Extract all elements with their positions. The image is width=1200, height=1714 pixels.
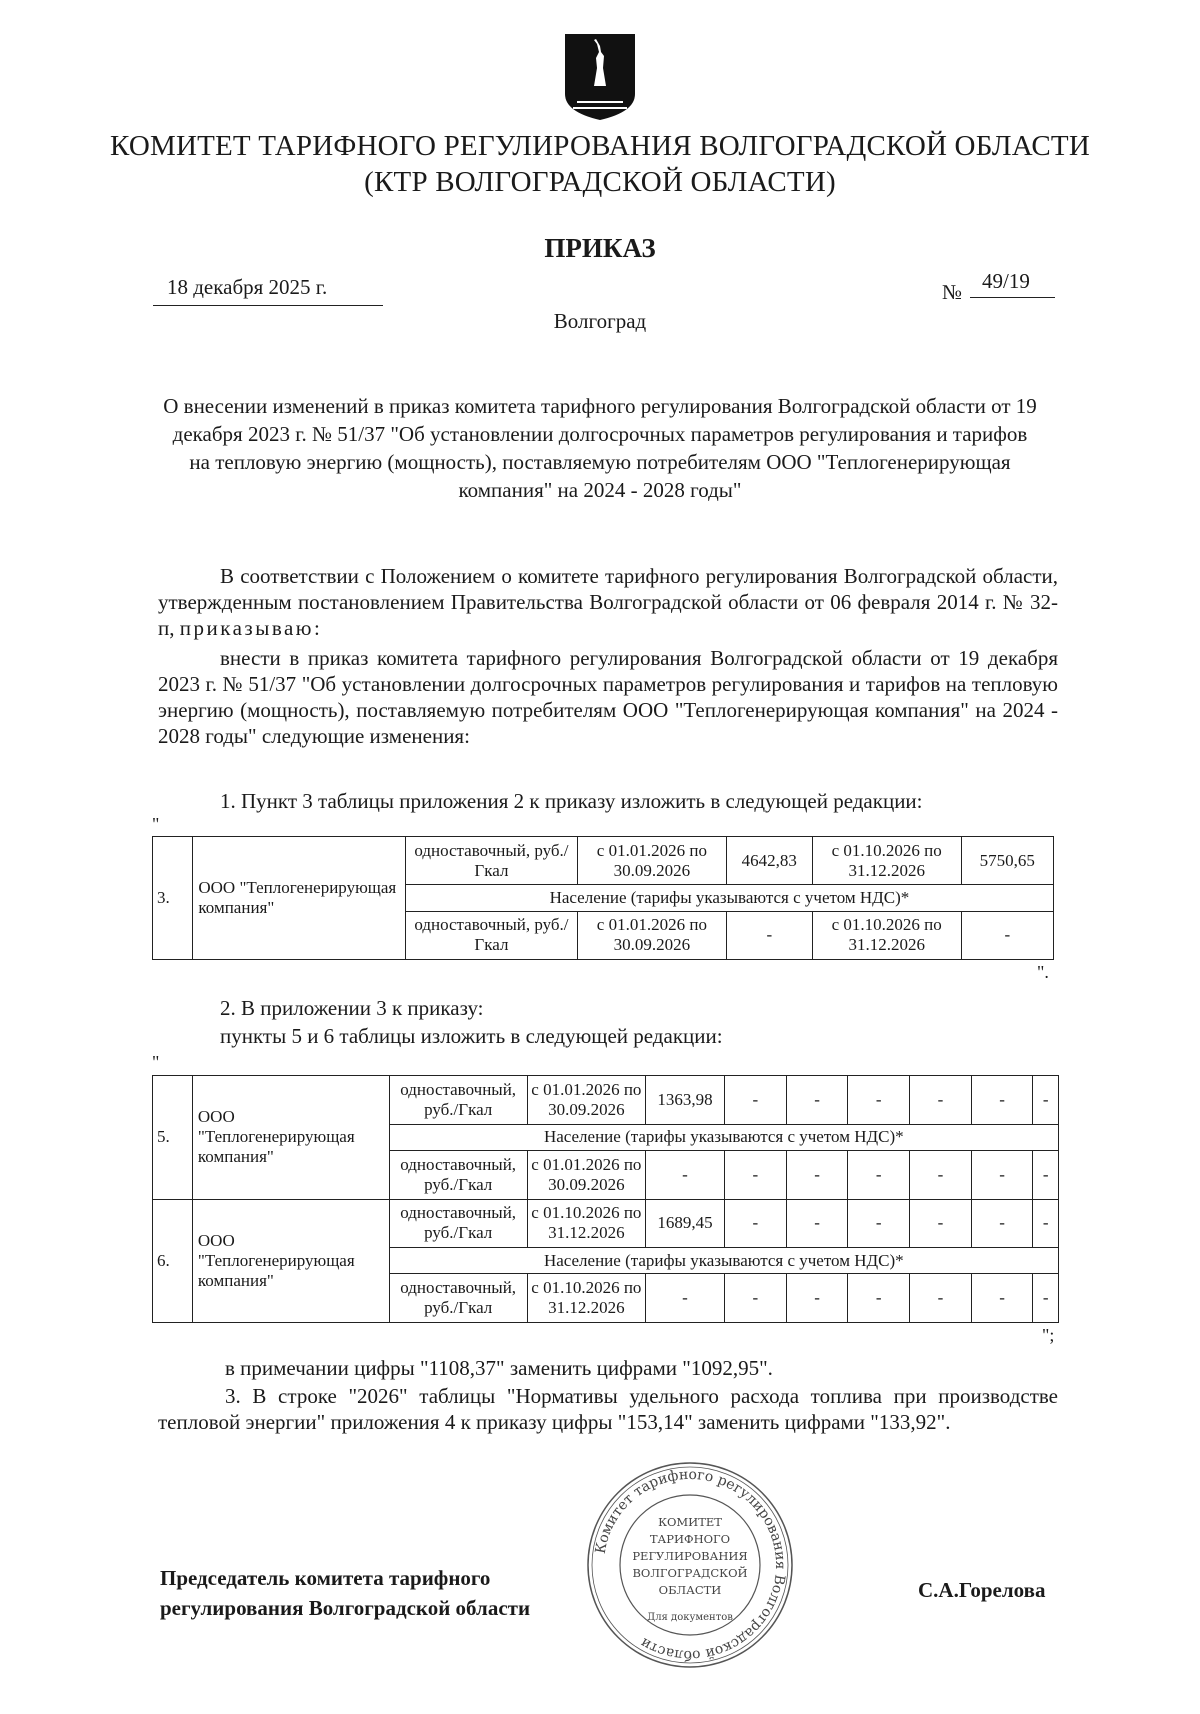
org-name-line1: КОМИТЕТ ТАРИФНОГО РЕГУЛИРОВАНИЯ ВОЛГОГРАДСКОЙ ОБЛАСТИ: [110, 130, 1090, 162]
note-text: в примечании цифры "1108,37" заменить цифрами "1092,95".: [225, 1356, 773, 1380]
table2-cell: -: [786, 1199, 848, 1248]
table1-value2: 5750,65: [961, 837, 1053, 885]
number-label: №: [942, 280, 963, 304]
table2-row6-population-header: Население (тарифы указываются с учетом НДС)*: [389, 1248, 1058, 1274]
item1-text: 1. Пункт 3 таблицы приложения 2 к приказу изложить в следующей редакции:: [220, 789, 923, 813]
table1-close-quote: ".: [1037, 962, 1049, 982]
table2-row5-number: 5.: [153, 1076, 193, 1200]
date-underline: [153, 305, 383, 306]
stamp-bottom-text: Для документов: [647, 1612, 733, 1623]
table1-population-header: Население (тарифы указываются с учетом НДС)*: [405, 885, 1053, 911]
svg-text:Комитет тарифного регулировани: [593, 1467, 788, 1663]
table2-row6-pop-type: одноставочный, руб./Гкал: [389, 1274, 527, 1323]
table2-cell: -: [786, 1076, 848, 1125]
table1-row-number: 3.: [153, 837, 193, 960]
table1-period1: с 01.01.2026 по 30.09.2026: [578, 837, 727, 885]
stamp-center-line: ТАРИФНОГО: [649, 1532, 731, 1546]
table1-pop-period2: с 01.10.2026 по 31.12.2026: [812, 911, 961, 960]
amend-paragraph: внести в приказ комитета тарифного регулирования Волгоградской области от 19 декабря 2023 г. № 51/37 "Об установлении долгосрочных параметров регулирования и тарифов на тепловую энергию (мощность), поставляемую потребителям ООО "Теплогенерирующая компания" на 2024 - 2028 годы" следующие изменения:: [158, 646, 1058, 748]
table2-cell: -: [725, 1076, 787, 1125]
document-subject: О внесении изменений в приказ комитета тарифного регулирования Волгоградской области от 19 декабря 2023 г. № 51/37 "Об установлении долгосрочных параметров регулирования и тарифов на тепловую энергию (мощность), поставляемую потребителям ООО "Теплогенерирующая компания" на 2024 - 2028 годы": [163, 394, 1037, 502]
table1-open-quote: ": [152, 814, 160, 834]
table1-pop-tariff-type: одноставочный, руб./Гкал: [405, 911, 577, 960]
signatory-name: С.А.Горелова: [918, 1578, 1046, 1602]
table2-cell: -: [645, 1274, 724, 1323]
table2-row6-period: с 01.10.2026 по 31.12.2026: [527, 1199, 645, 1248]
table1: [152, 836, 1054, 960]
signatory-title-line2: регулирования Волгоградской области: [160, 1596, 531, 1620]
table2-row6-number: 6.: [153, 1199, 193, 1323]
table2-close-quote: ";: [1042, 1325, 1055, 1345]
signatory-title-line1: Председатель комитета тарифного: [160, 1566, 491, 1590]
item2-line1: 2. В приложении 3 к приказу:: [220, 996, 484, 1020]
stamp-ring-text: Комитет тарифного регулирования Волгоградской области: [592, 1466, 789, 1664]
order-word: приказываю:: [179, 616, 323, 640]
table2-cell: -: [971, 1150, 1033, 1199]
table2-cell: -: [910, 1199, 972, 1248]
org-name-line2: (КТР ВОЛГОГРАДСКОЙ ОБЛАСТИ): [364, 166, 836, 198]
table1-tariff-type: одноставочный, руб./Гкал: [405, 837, 577, 885]
table2-cell: -: [1033, 1274, 1059, 1323]
table2-cell: -: [725, 1150, 787, 1199]
number-underline: [970, 297, 1055, 298]
table1-pop-period1: с 01.01.2026 по 30.09.2026: [578, 911, 727, 960]
stamp-center-line: РЕГУЛИРОВАНИЯ: [632, 1549, 748, 1563]
document-title: ПРИКАЗ: [544, 233, 656, 263]
table2-cell: -: [1033, 1076, 1059, 1125]
table2-row5-pop-period: с 01.01.2026 по 30.09.2026: [527, 1150, 645, 1199]
table2-cell: -: [910, 1076, 972, 1125]
table2-cell: -: [971, 1274, 1033, 1323]
table2: [152, 1075, 1059, 1323]
table2-row6-organization: ООО "Теплогенерирующая компания": [192, 1199, 389, 1323]
item2-line2: пункты 5 и 6 таблицы изложить в следующей редакции:: [220, 1024, 723, 1048]
table2-row5-pop-type: одноставочный, руб./Гкал: [389, 1150, 527, 1199]
table2-cell: -: [971, 1199, 1033, 1248]
signatory-title: [160, 1563, 530, 1623]
intro-text: В соответствии с Положением о комитете тарифного регулирования Волгоградской области, утвержденным постановлением Правительства Волгоградской области от 06 февраля 2014 г. № 32-п,: [158, 564, 1058, 640]
table2-cell: -: [725, 1199, 787, 1248]
coat-of-arms-emblem: [563, 32, 637, 122]
table2-row6-value: 1689,45: [645, 1199, 724, 1248]
table2-cell: -: [645, 1150, 724, 1199]
table2-cell: -: [848, 1199, 910, 1248]
stamp-center-line: ОБЛАСТИ: [658, 1583, 722, 1597]
table2-row6-pop-period: с 01.10.2026 по 31.12.2026: [527, 1274, 645, 1323]
table2-row5-population-header: Население (тарифы указываются с учетом НДС)*: [389, 1124, 1058, 1150]
intro-paragraph: [158, 563, 1058, 641]
table2-open-quote: ": [152, 1052, 160, 1072]
city: Волгоград: [553, 309, 647, 333]
table2-cell: -: [786, 1274, 848, 1323]
table1-period2: с 01.10.2026 по 31.12.2026: [812, 837, 961, 885]
table2-row5-period: с 01.01.2026 по 30.09.2026: [527, 1076, 645, 1125]
table1-value1: 4642,83: [726, 837, 812, 885]
table2-cell: -: [848, 1076, 910, 1125]
table2-cell: -: [910, 1150, 972, 1199]
table2-cell: -: [786, 1150, 848, 1199]
table2-cell: -: [848, 1150, 910, 1199]
item3-text: 3. В строке "2026" таблицы "Нормативы удельного расхода топлива при производстве тепловой энергии" приложения 4 к приказу цифры "153,14" заменить цифрами "133,92".: [158, 1384, 1058, 1434]
table2-row5-value: 1363,98: [645, 1076, 724, 1125]
document-date: 18 декабря 2025 г.: [167, 275, 328, 299]
table1-organization: ООО "Теплогенерирующая компания": [193, 837, 406, 960]
table2-row6-type: одноставочный, руб./Гкал: [389, 1199, 527, 1248]
table2-cell: -: [910, 1274, 972, 1323]
table2-cell: -: [725, 1274, 787, 1323]
document-number: 49/19: [982, 269, 1030, 293]
table1-pop-value2: -: [961, 911, 1053, 960]
table2-cell: -: [848, 1274, 910, 1323]
table1-pop-value1: -: [726, 911, 812, 960]
table2-cell: -: [1033, 1199, 1059, 1248]
table2-row5-organization: ООО "Теплогенерирующая компания": [192, 1076, 389, 1200]
table2-row5-type: одноставочный, руб./Гкал: [389, 1076, 527, 1125]
table2-cell: -: [1033, 1150, 1059, 1199]
official-stamp: [585, 1460, 795, 1670]
stamp-center-line: ВОЛГОГРАДСКОЙ: [632, 1566, 748, 1580]
stamp-center-line: КОМИТЕТ: [658, 1515, 722, 1529]
table2-cell: -: [971, 1076, 1033, 1125]
